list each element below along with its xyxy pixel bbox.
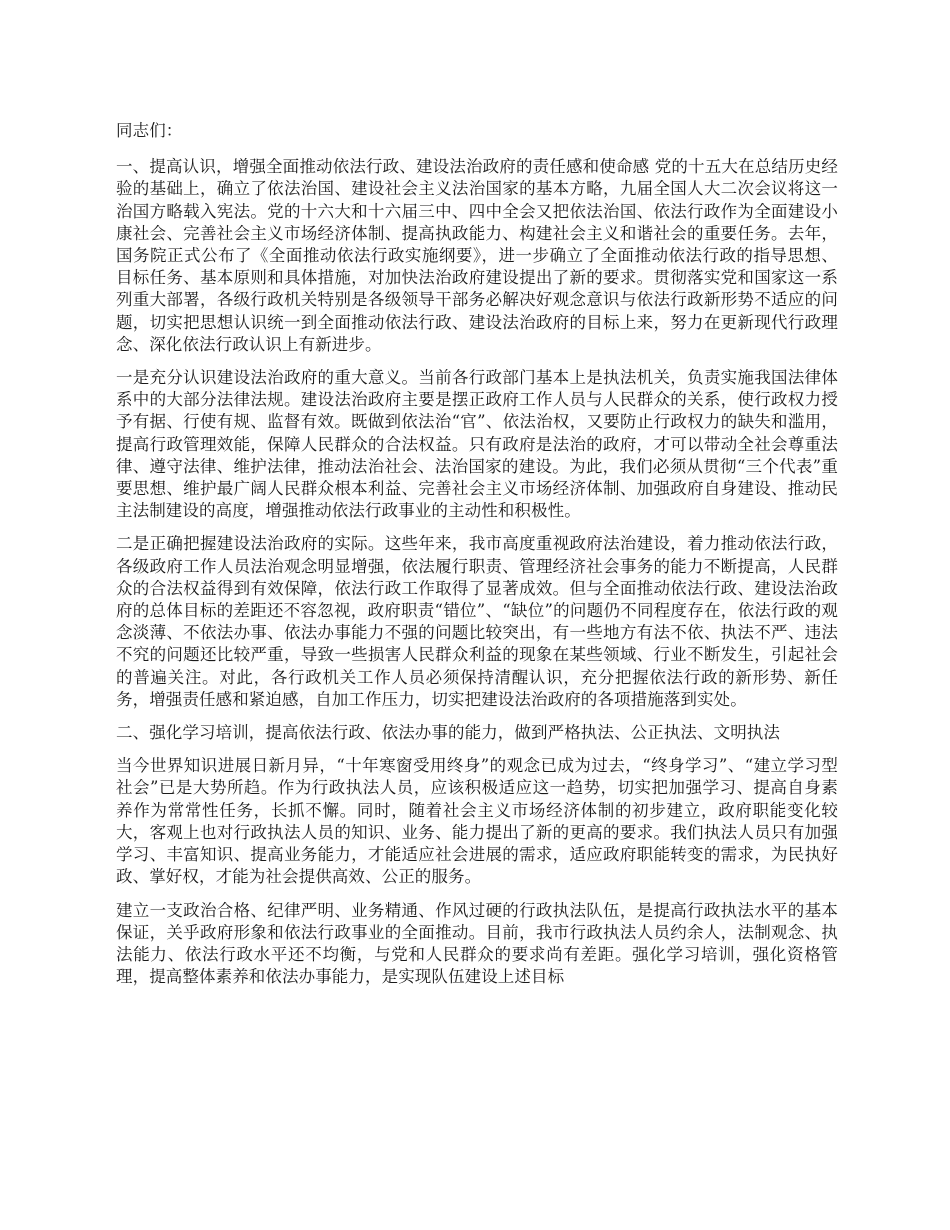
document-page <box>116 120 838 999</box>
section-2-heading: 二、强化学习培训，提高依法行政、依法办事的能力，做到严格执法、公正执法、文明执法 <box>116 723 780 743</box>
salutation: 同志们： <box>116 121 183 140</box>
paragraph-reality: 二是正确把握建设法治政府的实际。这些年来，我市高度重视政府法治建设，着力推动依法行政，各级政府工作人员法治观念明显增强，依法履行职责、管理经济社会事务的能力不断提高，人民群众的合法权益得到有效保障，依法行政工作取得了显著成效。但与全面推动依法行政、建设法治政府的总体目标的差距还不容忽视，政府职责“错位”、“缺位”的问题仍不同程度存在，依法行政的观念淡薄、不依法办事、依法办事能力不强的问题比较突出，有一些地方有法不依、执法不严、违法不究的问题还比较严重，导致一些损害人民群众利益的现象在某些领域、行业不断发生，引起社会的普遍关注。对此，各行政机关工作人员必须保持清醒认识，充分把握依法行政的新形势、新任务，增强责任感和紧迫感，自加工作压力，切实把建设法治政府的各项措施落到实处。 <box>116 534 838 709</box>
section-1-heading-paragraph: 一、提高认识，增强全面推动依法行政、建设法治政府的责任感和使命感 党的十五大在总结历史经验的基础上，确立了依法治国、建设社会主义法治国家的基本方略，九届全国人大二次会议将这一治国方略载入宪法。党的十六大和十六届三中、四中全会又把依法治国、依法行政作为全面建设小康社会、完善社会主义市场经济体制、提高执政能力、构建社会主义和谐社会的重要任务。去年，国务院正式公布了《全面推动依法行政实施纲要》，进一步确立了全面推动依法行政的指导思想、目标任务、基本原则和具体措施，对加快法治政府建设提出了新的要求。贯彻落实党和国家这一系列重大部署，各级行政机关特别是各级领导干部务必解决好观念意识与依法行政新形势不适应的问题，切实把思想认识统一到全面推动依法行政、建设法治政府的目标上来，努力在更新现代行政理念、深化依法行政认识上有新进步。 <box>116 157 838 354</box>
paragraph-team-building: 建立一支政治合格、纪律严明、业务精通、作风过硬的行政执法队伍，是提高行政执法水平的基本保证，关乎政府形象和依法行政事业的全面推动。目前，我市行政执法人员约余人，法制观念、执法能力、依法行政水平还不均衡，与党和人民群众的要求尚有差距。强化学习培训，强化资格管理，提高整体素养和依法办事能力，是实现队伍建设上述目标 <box>116 900 838 987</box>
paragraph-significance: 一是充分认识建设法治政府的重大意义。当前各行政部门基本上是执法机关，负责实施我国法律体系中的大部分法律法规。建设法治政府主要是摆正政府工作人员与人民群众的关系，使行政权力授予有据、行使有规、监督有效。既做到依法治“官”、依法治权，又要防止行政权力的缺失和滥用，提高行政管理效能，保障人民群众的合法权益。只有政府是法治的政府，才可以带动全社会尊重法律、遵守法律、维护法律，推动法治社会、法治国家的建设。为此，我们必须从贯彻“三个代表”重要思想、维护最广阔人民群众根本利益、完善社会主义市场经济体制、加强政府自身建设、推动民主法制建设的高度，增强推动依法行政事业的主动性和积极性。 <box>116 368 838 521</box>
paragraph-learning: 当今世界知识进展日新月异，“十年寒窗受用终身”的观念已成为过去，“终身学习”、“建立学习型社会”已是大势所趋。作为行政执法人员，应该积极适应这一趋势，切实把加强学习、提高自身素养作为常常性任务，长抓不懈。同时，随着社会主义市场经济体制的初步建立，政府职能变化较大，客观上也对行政执法人员的知识、业务、能力提出了新的更高的要求。我们执法人员只有加强学习、丰富知识、提高业务能力，才能适应社会进展的需求，适应政府职能转变的需求，为民执好政、掌好权，才能为社会提供高效、公正的服务。 <box>116 756 838 887</box>
